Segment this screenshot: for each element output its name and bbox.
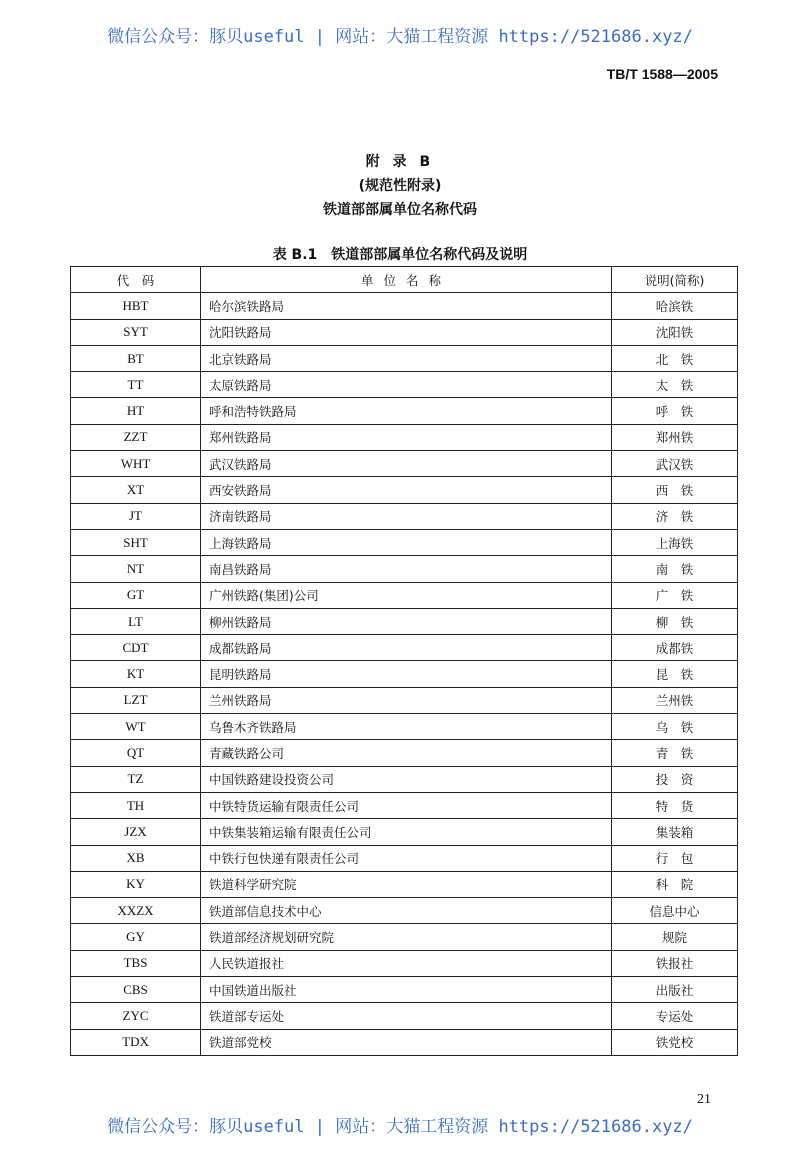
- cell-description: 出版社: [612, 977, 738, 1003]
- cell-code: GT: [71, 582, 201, 608]
- table-row: [71, 1003, 738, 1029]
- cell-description: 郑州铁: [612, 424, 738, 450]
- cell-unit-name: 广州铁路(集团)公司: [201, 582, 612, 608]
- cell-unit-name: 中铁特货运输有限责任公司: [201, 792, 612, 818]
- cell-code: HBT: [71, 293, 201, 319]
- table-row: [71, 345, 738, 371]
- table-row: [71, 529, 738, 555]
- cell-description: 柳 铁: [612, 608, 738, 634]
- table-row: [71, 293, 738, 319]
- cell-code: WHT: [71, 451, 201, 477]
- cell-description: 北 铁: [612, 345, 738, 371]
- cell-code: TDX: [71, 1029, 201, 1055]
- cell-description: 西 铁: [612, 477, 738, 503]
- cell-unit-name: 沈阳铁路局: [201, 319, 612, 345]
- cell-unit-name: 兰州铁路局: [201, 687, 612, 713]
- cell-unit-name: 青藏铁路公司: [201, 740, 612, 766]
- table-row: [71, 977, 738, 1003]
- cell-unit-name: 呼和浩特铁路局: [201, 398, 612, 424]
- cell-code: WT: [71, 714, 201, 740]
- table-row: [71, 687, 738, 713]
- cell-code: TZ: [71, 766, 201, 792]
- cell-description: 信息中心: [612, 898, 738, 924]
- cell-description: 呼 铁: [612, 398, 738, 424]
- table-row: [71, 582, 738, 608]
- cell-unit-name: 郑州铁路局: [201, 424, 612, 450]
- table-row: [71, 372, 738, 398]
- cell-unit-name: 昆明铁路局: [201, 661, 612, 687]
- table-row: [71, 924, 738, 950]
- cell-description: 投 资: [612, 766, 738, 792]
- standard-number: TB/T 1588—2005: [606, 66, 718, 82]
- cell-code: SYT: [71, 319, 201, 345]
- table-row: [71, 503, 738, 529]
- table-row: [71, 398, 738, 424]
- cell-code: SHT: [71, 529, 201, 555]
- table-row: [71, 424, 738, 450]
- cell-description: 行 包: [612, 845, 738, 871]
- cell-code: KY: [71, 871, 201, 897]
- table-row: [71, 661, 738, 687]
- cell-description: 规院: [612, 924, 738, 950]
- cell-code: KT: [71, 661, 201, 687]
- cell-unit-name: 成都铁路局: [201, 635, 612, 661]
- header-code: 代 码: [71, 267, 201, 293]
- appendix-title: 附 录 B: [365, 154, 435, 170]
- cell-unit-name: 南昌铁路局: [201, 556, 612, 582]
- header-unit-name: 单位名称: [201, 267, 612, 293]
- cell-description: 铁报社: [612, 950, 738, 976]
- cell-unit-name: 铁道部经济规划研究院: [201, 924, 612, 950]
- cell-code: HT: [71, 398, 201, 424]
- cell-code: JT: [71, 503, 201, 529]
- cell-description: 成都铁: [612, 635, 738, 661]
- cell-unit-name: 乌鲁木齐铁路局: [201, 714, 612, 740]
- cell-description: 武汉铁: [612, 451, 738, 477]
- table-row: [71, 819, 738, 845]
- cell-description: 科 院: [612, 871, 738, 897]
- cell-code: ZZT: [71, 424, 201, 450]
- cell-code: CBS: [71, 977, 201, 1003]
- page-number: 21: [697, 1092, 711, 1107]
- cell-code: JZX: [71, 819, 201, 845]
- watermark-top: 微信公众号：豚贝useful | 网站：大猫工程资源 https://521686.xyz/: [107, 27, 693, 47]
- table-row: [71, 740, 738, 766]
- table-row: [71, 319, 738, 345]
- cell-unit-name: 哈尔滨铁路局: [201, 293, 612, 319]
- cell-code: NT: [71, 556, 201, 582]
- table-row: [71, 556, 738, 582]
- cell-description: 昆 铁: [612, 661, 738, 687]
- cell-unit-name: 铁道科学研究院: [201, 871, 612, 897]
- table-caption: 表 B.1 铁道部部属单位名称代码及说明: [272, 247, 528, 263]
- cell-unit-name: 人民铁道报社: [201, 950, 612, 976]
- cell-unit-name: 中国铁道出版社: [201, 977, 612, 1003]
- appendix-subject: 铁道部部属单位名称代码: [323, 202, 477, 218]
- table-row: [71, 714, 738, 740]
- cell-code: XXZX: [71, 898, 201, 924]
- cell-unit-name: 铁道部信息技术中心: [201, 898, 612, 924]
- cell-description: 广 铁: [612, 582, 738, 608]
- cell-code: LT: [71, 608, 201, 634]
- cell-unit-name: 铁道部专运处: [201, 1003, 612, 1029]
- cell-description: 哈滨铁: [612, 293, 738, 319]
- cell-description: 兰州铁: [612, 687, 738, 713]
- table-row: [71, 871, 738, 897]
- cell-unit-name: 柳州铁路局: [201, 608, 612, 634]
- table-row: [71, 451, 738, 477]
- unit-code-table: [70, 266, 738, 1056]
- cell-unit-name: 铁道部党校: [201, 1029, 612, 1055]
- appendix-type: (规范性附录): [358, 178, 442, 194]
- cell-code: TBS: [71, 950, 201, 976]
- cell-unit-name: 北京铁路局: [201, 345, 612, 371]
- cell-description: 特 货: [612, 792, 738, 818]
- table-row: [71, 608, 738, 634]
- cell-code: XT: [71, 477, 201, 503]
- cell-description: 太 铁: [612, 372, 738, 398]
- cell-description: 沈阳铁: [612, 319, 738, 345]
- cell-code: TH: [71, 792, 201, 818]
- cell-description: 乌 铁: [612, 714, 738, 740]
- cell-code: XB: [71, 845, 201, 871]
- table-row: [71, 477, 738, 503]
- cell-code: LZT: [71, 687, 201, 713]
- cell-code: GY: [71, 924, 201, 950]
- cell-unit-name: 济南铁路局: [201, 503, 612, 529]
- cell-unit-name: 上海铁路局: [201, 529, 612, 555]
- table-row: [71, 792, 738, 818]
- table-header-row: [71, 267, 738, 293]
- cell-description: 上海铁: [612, 529, 738, 555]
- cell-unit-name: 中铁行包快递有限责任公司: [201, 845, 612, 871]
- cell-unit-name: 西安铁路局: [201, 477, 612, 503]
- cell-code: ZYC: [71, 1003, 201, 1029]
- watermark-bottom: 微信公众号：豚贝useful | 网站：大猫工程资源 https://521686.xyz/: [107, 1117, 693, 1137]
- cell-description: 集装箱: [612, 819, 738, 845]
- cell-description: 济 铁: [612, 503, 738, 529]
- cell-description: 青 铁: [612, 740, 738, 766]
- table-row: [71, 845, 738, 871]
- table-row: [71, 950, 738, 976]
- header-description: 说明(简称): [612, 267, 738, 293]
- table-row: [71, 766, 738, 792]
- cell-description: 南 铁: [612, 556, 738, 582]
- cell-code: QT: [71, 740, 201, 766]
- cell-description: 铁党校: [612, 1029, 738, 1055]
- table-row: [71, 898, 738, 924]
- cell-description: 专运处: [612, 1003, 738, 1029]
- cell-code: TT: [71, 372, 201, 398]
- table-row: [71, 1029, 738, 1055]
- cell-code: BT: [71, 345, 201, 371]
- cell-unit-name: 中铁集装箱运输有限责任公司: [201, 819, 612, 845]
- cell-unit-name: 中国铁路建设投资公司: [201, 766, 612, 792]
- table-row: [71, 635, 738, 661]
- cell-code: CDT: [71, 635, 201, 661]
- cell-unit-name: 太原铁路局: [201, 372, 612, 398]
- cell-unit-name: 武汉铁路局: [201, 451, 612, 477]
